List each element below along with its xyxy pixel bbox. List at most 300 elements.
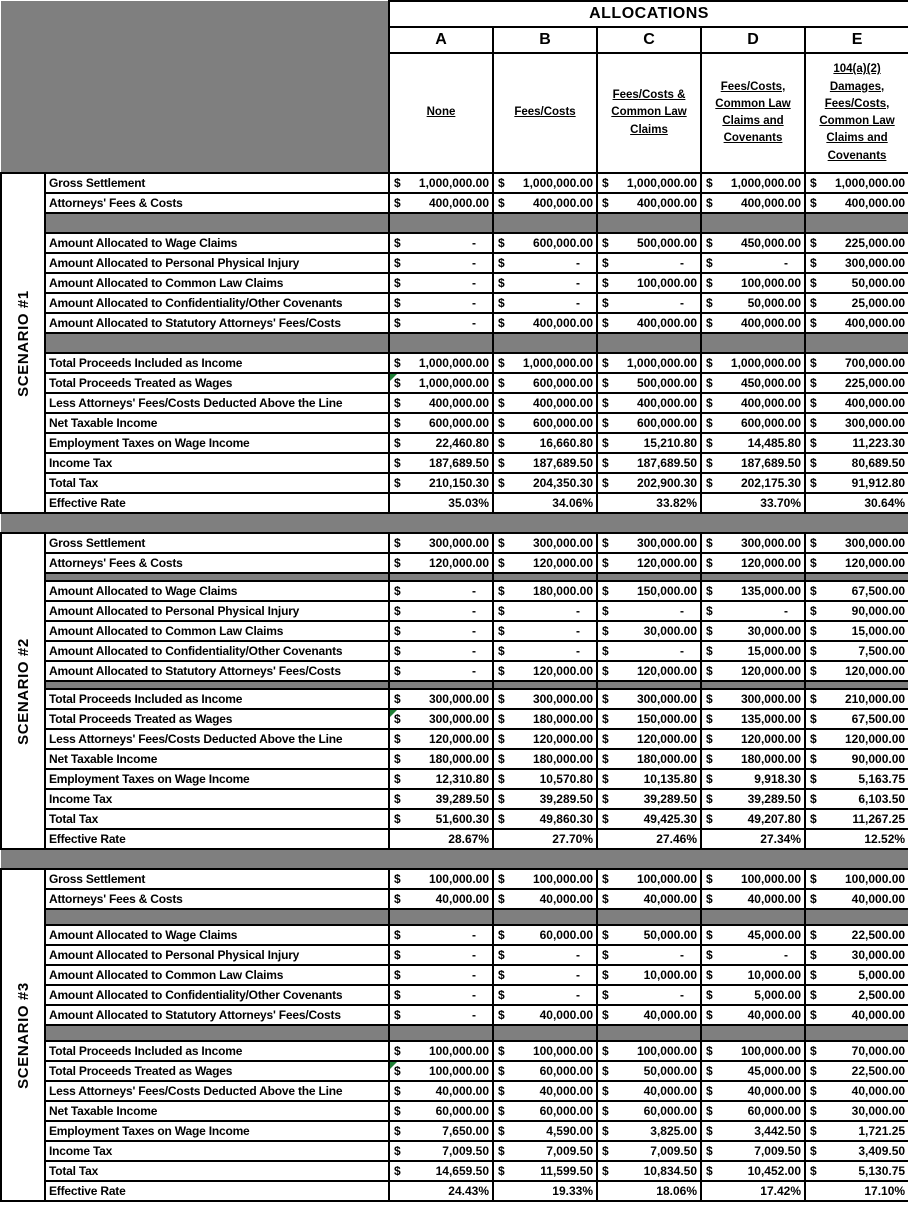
row-label: Gross Settlement — [45, 173, 389, 193]
accounting-cell — [806, 1084, 908, 1098]
currency-symbol: $ — [394, 1044, 401, 1058]
currency-symbol: $ — [810, 1008, 817, 1022]
amount-value: 10,834.50 — [643, 1164, 697, 1178]
amount-value: 7,500.00 — [858, 644, 906, 658]
money-cell — [805, 789, 908, 809]
currency-symbol: $ — [498, 792, 505, 806]
currency-symbol: $ — [810, 872, 817, 886]
accounting-cell — [598, 1008, 700, 1022]
currency-symbol: $ — [602, 1044, 609, 1058]
currency-symbol: $ — [706, 256, 713, 270]
accounting-cell — [702, 276, 804, 290]
scenario-separator-row — [1, 849, 908, 869]
amount-value: 1,000,000.00 — [522, 176, 593, 190]
amount-value: 40,000.00 — [747, 1008, 801, 1022]
amount-value: 120,000.00 — [845, 556, 906, 570]
currency-symbol: $ — [706, 1144, 713, 1158]
accounting-cell — [390, 752, 492, 766]
currency-symbol: $ — [602, 812, 609, 826]
amount-value: 22,460.80 — [435, 436, 489, 450]
scenario-label-3 — [1, 869, 45, 1201]
accounting-cell — [806, 236, 908, 250]
accounting-cell — [390, 236, 492, 250]
currency-symbol: $ — [498, 1044, 505, 1058]
money-cell — [597, 769, 701, 789]
accounting-cell — [702, 1124, 804, 1138]
money-cell — [493, 253, 597, 273]
accounting-cell — [390, 712, 492, 726]
amount-value: 60,000.00 — [747, 1104, 801, 1118]
accounting-cell — [702, 948, 804, 962]
money-cell — [701, 581, 805, 601]
accounting-cell — [494, 968, 596, 982]
data-row — [1, 473, 908, 493]
accounting-cell — [806, 948, 908, 962]
currency-symbol: $ — [810, 732, 817, 746]
money-cell — [493, 1061, 597, 1081]
amount-value: 10,000.00 — [747, 968, 801, 982]
amount-value: - — [576, 988, 580, 1002]
amount-value: - — [576, 256, 580, 270]
accounting-cell — [390, 872, 492, 886]
money-cell — [389, 641, 493, 661]
money-cell — [597, 581, 701, 601]
accounting-cell — [702, 316, 804, 330]
percent-cell: 35.03% — [389, 493, 493, 513]
amount-value: 7,650.00 — [442, 1124, 489, 1138]
money-cell — [493, 473, 597, 493]
accounting-cell — [598, 712, 700, 726]
accounting-cell — [390, 256, 492, 270]
currency-symbol: $ — [498, 812, 505, 826]
money-cell — [389, 433, 493, 453]
currency-symbol: $ — [498, 692, 505, 706]
currency-symbol: $ — [394, 1164, 401, 1178]
accounting-cell — [702, 664, 804, 678]
currency-symbol: $ — [498, 928, 505, 942]
money-cell — [493, 689, 597, 709]
amount-value: 120,000.00 — [636, 664, 697, 678]
currency-symbol: $ — [602, 1164, 609, 1178]
amount-value: - — [472, 1008, 476, 1022]
amount-value: 39,289.50 — [539, 792, 593, 806]
currency-symbol: $ — [810, 436, 817, 450]
money-cell — [493, 769, 597, 789]
sublabel-line: Fees/Costs, — [720, 80, 786, 93]
currency-symbol: $ — [810, 712, 817, 726]
amount-value: 11,599.50 — [540, 1164, 593, 1178]
money-cell — [805, 945, 908, 965]
currency-symbol: $ — [810, 624, 817, 638]
currency-symbol: $ — [498, 536, 505, 550]
money-cell — [597, 173, 701, 193]
money-cell — [389, 353, 493, 373]
accounting-cell — [494, 536, 596, 550]
money-cell — [805, 173, 908, 193]
currency-symbol: $ — [706, 988, 713, 1002]
accounting-cell — [806, 476, 908, 490]
money-cell — [389, 889, 493, 909]
currency-symbol: $ — [498, 276, 505, 290]
amount-value: 1,000,000.00 — [418, 176, 489, 190]
accounting-cell — [702, 892, 804, 906]
spacer-cell — [389, 333, 493, 353]
currency-symbol: $ — [810, 256, 817, 270]
data-row — [1, 689, 908, 709]
accounting-cell — [390, 436, 492, 450]
amount-value: 120,000.00 — [636, 556, 697, 570]
currency-symbol: $ — [498, 1144, 505, 1158]
amount-value: 120,000.00 — [532, 732, 593, 746]
accounting-cell — [702, 396, 804, 410]
currency-symbol: $ — [498, 236, 505, 250]
currency-symbol: $ — [706, 644, 713, 658]
data-row — [1, 293, 908, 313]
accounting-cell — [702, 176, 804, 190]
amount-value: 40,000.00 — [539, 1008, 593, 1022]
accounting-cell — [494, 356, 596, 370]
currency-symbol: $ — [602, 644, 609, 658]
spacer-cell — [389, 909, 493, 925]
accounting-cell — [494, 692, 596, 706]
money-cell — [701, 661, 805, 681]
money-cell — [493, 641, 597, 661]
currency-symbol: $ — [498, 436, 505, 450]
amount-value: 40,000.00 — [747, 1084, 801, 1098]
currency-symbol: $ — [810, 236, 817, 250]
currency-symbol: $ — [602, 1064, 609, 1078]
row-label: Attorneys' Fees & Costs — [45, 193, 389, 213]
amount-value: 22,500.00 — [851, 1064, 906, 1078]
currency-symbol: $ — [498, 712, 505, 726]
accounting-cell — [494, 988, 596, 1002]
accounting-cell — [598, 948, 700, 962]
amount-value: 120,000.00 — [740, 732, 801, 746]
data-row — [1, 925, 908, 945]
amount-value: 1,721.25 — [858, 1124, 906, 1138]
accounting-cell — [494, 316, 596, 330]
accounting-cell — [598, 296, 700, 310]
money-cell — [597, 1101, 701, 1121]
accounting-cell — [494, 624, 596, 638]
currency-symbol: $ — [394, 296, 401, 310]
sublabel-line: Covenants — [723, 132, 783, 145]
accounting-cell — [702, 604, 804, 618]
percent-cell: 27.46% — [597, 829, 701, 849]
accounting-cell — [702, 1044, 804, 1058]
amount-value: 67,500.00 — [851, 584, 906, 598]
accounting-cell — [598, 356, 700, 370]
data-row — [1, 453, 908, 473]
money-cell — [597, 453, 701, 473]
currency-symbol: $ — [394, 196, 401, 210]
accounting-cell — [598, 664, 700, 678]
currency-symbol: $ — [602, 276, 609, 290]
money-cell — [597, 553, 701, 573]
currency-symbol: $ — [498, 772, 505, 786]
currency-symbol: $ — [602, 1144, 609, 1158]
currency-symbol: $ — [706, 356, 713, 370]
amount-value: 400,000.00 — [532, 316, 593, 330]
accounting-cell — [494, 584, 596, 598]
money-cell — [597, 393, 701, 413]
data-row — [1, 945, 908, 965]
amount-value: 4,590.00 — [546, 1124, 593, 1138]
money-cell — [805, 453, 908, 473]
accounting-cell — [806, 872, 908, 886]
accounting-cell — [598, 536, 700, 550]
amount-value: 50,000.00 — [747, 296, 801, 310]
amount-value: 40,000.00 — [643, 1008, 697, 1022]
column-sublabel-A — [389, 53, 493, 173]
currency-symbol: $ — [706, 376, 713, 390]
money-cell — [701, 641, 805, 661]
money-cell — [701, 533, 805, 553]
accounting-cell — [390, 276, 492, 290]
money-cell — [805, 581, 908, 601]
money-cell — [701, 621, 805, 641]
currency-symbol: $ — [394, 664, 401, 678]
money-cell — [597, 965, 701, 985]
accounting-cell — [806, 276, 908, 290]
money-cell — [389, 601, 493, 621]
amount-value: 300,000.00 — [845, 416, 906, 430]
money-cell — [701, 453, 805, 473]
currency-symbol: $ — [498, 1104, 505, 1118]
data-row — [1, 869, 908, 889]
amount-value: 39,289.50 — [643, 792, 697, 806]
accounting-cell — [702, 792, 804, 806]
currency-symbol: $ — [706, 928, 713, 942]
accounting-cell — [702, 376, 804, 390]
amount-value: 135,000.00 — [740, 584, 801, 598]
amount-value: 300,000.00 — [428, 536, 489, 550]
money-cell — [701, 293, 805, 313]
currency-symbol: $ — [394, 604, 401, 618]
currency-symbol: $ — [602, 928, 609, 942]
accounting-cell — [806, 988, 908, 1002]
amount-value: 120,000.00 — [532, 556, 593, 570]
amount-value: 11,223.30 — [852, 436, 906, 450]
percent-cell: 33.82% — [597, 493, 701, 513]
currency-symbol: $ — [810, 892, 817, 906]
data-row — [1, 621, 908, 641]
accounting-cell — [390, 416, 492, 430]
amount-value: - — [680, 948, 684, 962]
scenario-label-text: SCENARIO #2 — [14, 637, 32, 745]
accounting-cell — [494, 928, 596, 942]
amount-value: - — [784, 256, 788, 270]
amount-value: 5,163.75 — [858, 772, 906, 786]
amount-value: 10,135.80 — [643, 772, 697, 786]
currency-symbol: $ — [706, 176, 713, 190]
amount-value: 1,000,000.00 — [522, 356, 593, 370]
currency-symbol: $ — [810, 556, 817, 570]
row-label: Total Proceeds Included as Income — [45, 1041, 389, 1061]
amount-value: 450,000.00 — [740, 236, 801, 250]
header-corner-block — [1, 1, 389, 173]
spacer-label-cell — [45, 333, 389, 353]
spacer-label-cell — [45, 1025, 389, 1041]
currency-symbol: $ — [602, 584, 609, 598]
money-cell — [805, 273, 908, 293]
currency-symbol: $ — [810, 792, 817, 806]
data-row — [1, 1081, 908, 1101]
accounting-cell — [702, 556, 804, 570]
amount-value: 400,000.00 — [428, 396, 489, 410]
currency-symbol: $ — [498, 584, 505, 598]
amount-value: 30,000.00 — [747, 624, 801, 638]
currency-symbol: $ — [602, 456, 609, 470]
amount-value: 450,000.00 — [740, 376, 801, 390]
currency-symbol: $ — [810, 416, 817, 430]
money-cell — [597, 1081, 701, 1101]
currency-symbol: $ — [498, 316, 505, 330]
accounting-cell — [806, 812, 908, 826]
data-row — [1, 1141, 908, 1161]
currency-symbol: $ — [810, 316, 817, 330]
currency-symbol: $ — [706, 604, 713, 618]
accounting-cell — [494, 1064, 596, 1078]
money-cell — [701, 1121, 805, 1141]
amount-value: 600,000.00 — [636, 416, 697, 430]
spacer-cell — [701, 909, 805, 925]
spacer-cell — [493, 909, 597, 925]
accounting-cell — [598, 732, 700, 746]
accounting-cell — [702, 196, 804, 210]
money-cell — [597, 373, 701, 393]
accounting-cell — [390, 316, 492, 330]
amount-value: 300,000.00 — [740, 536, 801, 550]
amount-value: - — [680, 604, 684, 618]
money-cell — [493, 173, 597, 193]
money-cell — [389, 1161, 493, 1181]
amount-value: 49,207.80 — [747, 812, 801, 826]
currency-symbol: $ — [498, 1008, 505, 1022]
currency-symbol: $ — [394, 376, 401, 390]
currency-symbol: $ — [706, 1008, 713, 1022]
money-cell — [389, 533, 493, 553]
amount-value: 60,000.00 — [539, 1064, 593, 1078]
accounting-cell — [806, 1144, 908, 1158]
sublabel-line: Claims — [630, 123, 668, 136]
accounting-cell — [598, 928, 700, 942]
row-label: Amount Allocated to Statutory Attorneys' Fees/Costs — [45, 661, 389, 681]
currency-symbol: $ — [394, 276, 401, 290]
row-label: Less Attorneys' Fees/Costs Deducted Above the Line — [45, 729, 389, 749]
money-cell — [805, 313, 908, 333]
money-cell — [597, 869, 701, 889]
accounting-cell — [598, 416, 700, 430]
amount-value: 100,000.00 — [740, 276, 801, 290]
accounting-cell — [806, 584, 908, 598]
column-letter-D: D — [701, 27, 805, 53]
accounting-cell — [390, 812, 492, 826]
money-cell — [493, 433, 597, 453]
amount-value: 400,000.00 — [845, 316, 906, 330]
money-cell — [805, 1101, 908, 1121]
currency-symbol: $ — [706, 1104, 713, 1118]
spacer-cell — [701, 681, 805, 689]
accounting-cell — [806, 416, 908, 430]
money-cell — [493, 413, 597, 433]
money-cell — [389, 373, 493, 393]
accounting-cell — [494, 1144, 596, 1158]
money-cell — [597, 789, 701, 809]
currency-symbol: $ — [810, 476, 817, 490]
amount-value: - — [784, 948, 788, 962]
accounting-cell — [806, 1164, 908, 1178]
accounting-cell — [702, 988, 804, 1002]
accounting-cell — [494, 664, 596, 678]
currency-symbol: $ — [706, 712, 713, 726]
accounting-cell — [806, 928, 908, 942]
money-cell — [701, 1101, 805, 1121]
data-row — [1, 889, 908, 909]
data-row — [1, 1041, 908, 1061]
accounting-cell — [494, 196, 596, 210]
scenario-separator — [1, 849, 908, 869]
row-label: Income Tax — [45, 453, 389, 473]
money-cell — [389, 193, 493, 213]
currency-symbol: $ — [706, 584, 713, 598]
accounting-cell — [702, 256, 804, 270]
amount-value: 40,000.00 — [435, 1084, 489, 1098]
row-label: Employment Taxes on Wage Income — [45, 769, 389, 789]
amount-value: - — [784, 604, 788, 618]
amount-value: 300,000.00 — [636, 536, 697, 550]
amount-value: - — [472, 236, 476, 250]
amount-value: - — [680, 988, 684, 1002]
currency-symbol: $ — [602, 236, 609, 250]
money-cell — [389, 273, 493, 293]
currency-symbol: $ — [498, 892, 505, 906]
spacer-cell — [493, 573, 597, 581]
money-cell — [597, 193, 701, 213]
amount-value: 1,000,000.00 — [730, 176, 801, 190]
amount-value: 7,009.50 — [754, 1144, 801, 1158]
amount-value: 16,660.80 — [539, 436, 593, 450]
row-label: Income Tax — [45, 1141, 389, 1161]
amount-value: 600,000.00 — [532, 236, 593, 250]
amount-value: 1,000,000.00 — [418, 376, 489, 390]
amount-value: 204,350.30 — [532, 476, 593, 490]
percent-cell: 30.64% — [805, 493, 908, 513]
row-label: Income Tax — [45, 789, 389, 809]
amount-value: 1,000,000.00 — [834, 176, 906, 190]
currency-symbol: $ — [706, 316, 713, 330]
accounting-cell — [390, 456, 492, 470]
money-cell — [701, 965, 805, 985]
amount-value: 40,000.00 — [539, 892, 593, 906]
accounting-cell — [806, 1044, 908, 1058]
money-cell — [805, 729, 908, 749]
currency-symbol: $ — [706, 1044, 713, 1058]
money-cell — [701, 689, 805, 709]
currency-symbol: $ — [498, 396, 505, 410]
currency-symbol: $ — [602, 988, 609, 1002]
row-label: Attorneys' Fees & Costs — [45, 889, 389, 909]
accounting-cell — [390, 1144, 492, 1158]
amount-value: 90,000.00 — [851, 604, 906, 618]
money-cell — [493, 621, 597, 641]
money-cell — [805, 353, 908, 373]
currency-symbol: $ — [394, 1064, 401, 1078]
currency-symbol: $ — [394, 476, 401, 490]
currency-symbol: $ — [706, 296, 713, 310]
spacer-row — [1, 909, 908, 925]
data-row — [1, 193, 908, 213]
